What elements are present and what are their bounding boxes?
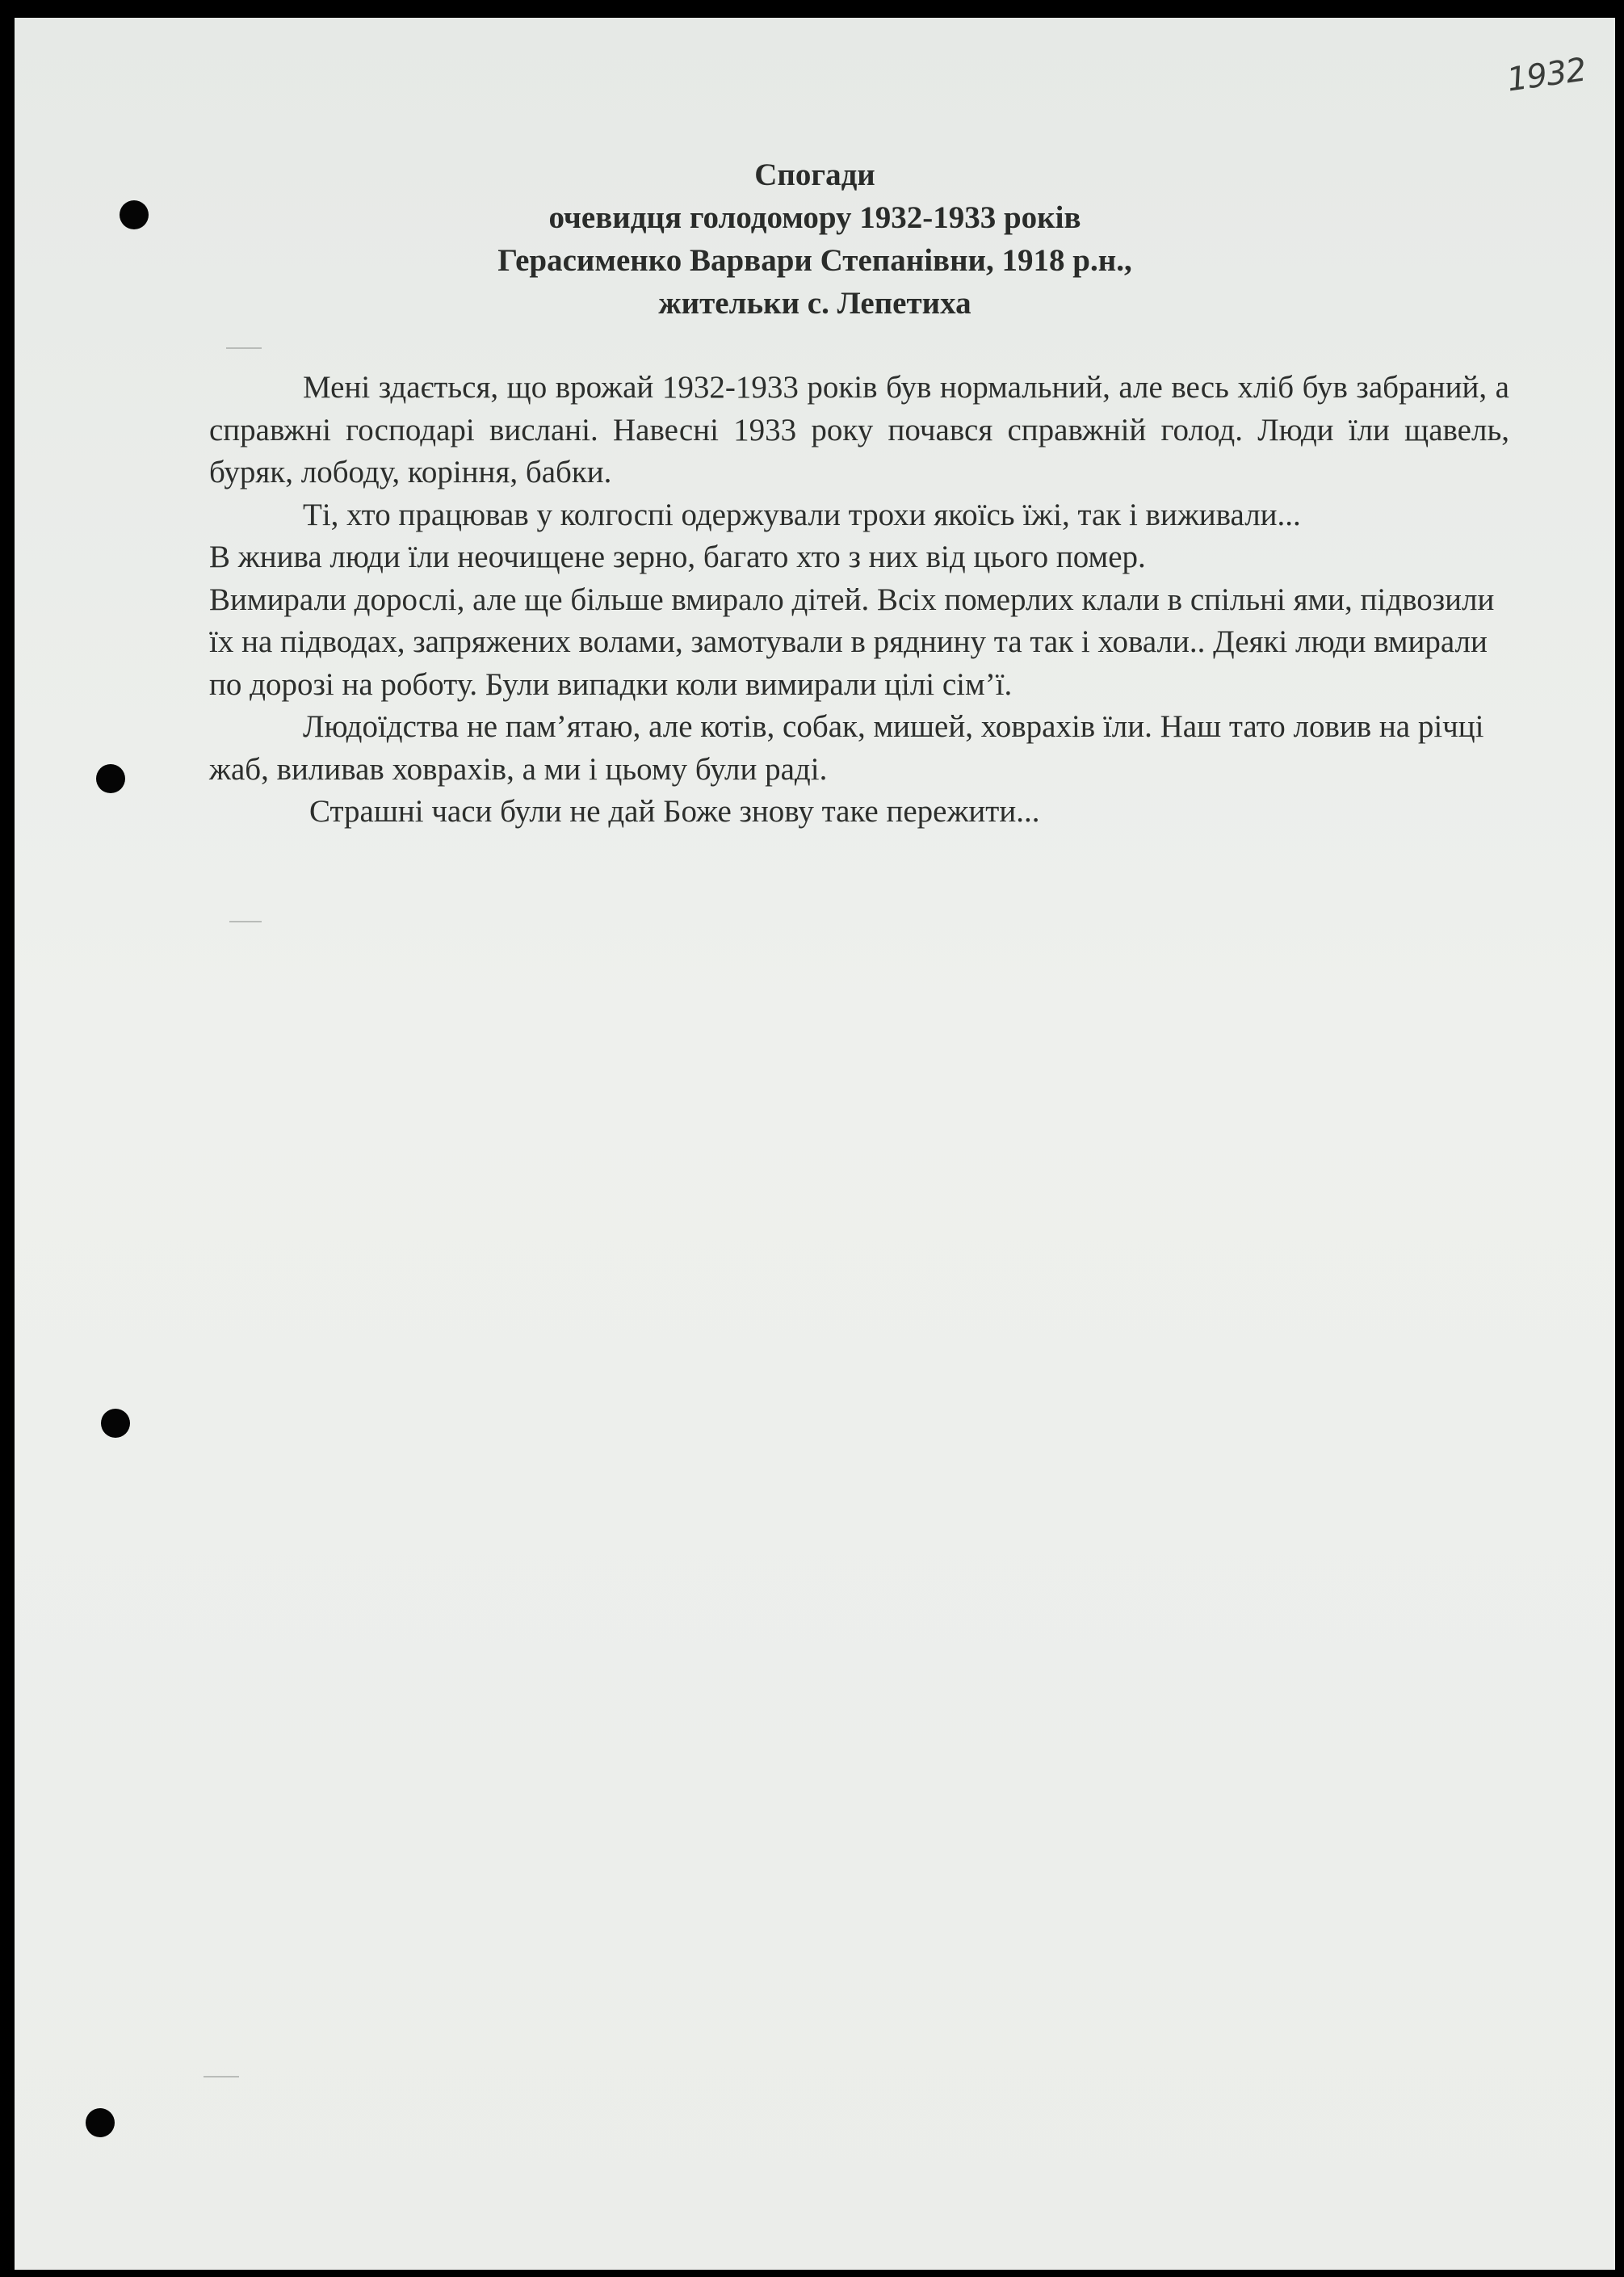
title-line-1: Спогади: [754, 158, 875, 192]
punch-hole-2: [96, 764, 125, 793]
title-line-2: очевидця голодомору 1932-1933 років: [548, 200, 1081, 235]
paragraph-3: В жнива люди їли неочищене зерно, багато хто з них від цього помер.: [209, 540, 1146, 574]
document-title: [15, 153, 1615, 325]
title-line-4: жительки с. Лепетиха: [658, 286, 971, 321]
paragraph-2: Ті, хто працював у колгоспі одержували трохи якоїсь їжі, так і виживали...: [303, 497, 1301, 532]
stray-mark-3: [204, 2076, 239, 2077]
document-body: [209, 367, 1509, 834]
paragraph-4: Вимирали дорослі, але ще більше вмирало дітей. Всіх померлих клали в спільні ями, підвозили їх на підводах, запряжених волами, замотували в ряднину та так і ховали.. Деякі люди вмирали по дорозі на роботу. Були випадки коли вимирали цілі сім’ї.: [209, 582, 1495, 702]
handwritten-page-number: 1932: [1504, 51, 1588, 99]
punch-hole-4: [86, 2108, 115, 2137]
title-line-3: Герасименко Варвари Степанівни, 1918 р.н.,: [497, 243, 1132, 278]
paragraph-6: Страшні часи були не дай Боже знову таке пережити...: [309, 794, 1040, 829]
stray-mark-1: [226, 347, 262, 349]
paragraph-1: Мені здається, що врожай 1932-1933 років був нормальний, але весь хліб був забраний, а справжні господарі вислані. Навесні 1933 року почався справжній голод. Люди їли щавель, буряк, лободу, коріння, бабки.: [209, 370, 1509, 489]
document-page: [15, 18, 1615, 2270]
paragraph-5: Людоїдства не пам’ятаю, але котів, собак, мишей, ховрахів їли. Наш тато ловив на річці жаб, виливав ховрахів, а ми і цьому були раді.: [209, 709, 1484, 787]
punch-hole-3: [101, 1409, 130, 1438]
stray-mark-2: [229, 921, 262, 922]
